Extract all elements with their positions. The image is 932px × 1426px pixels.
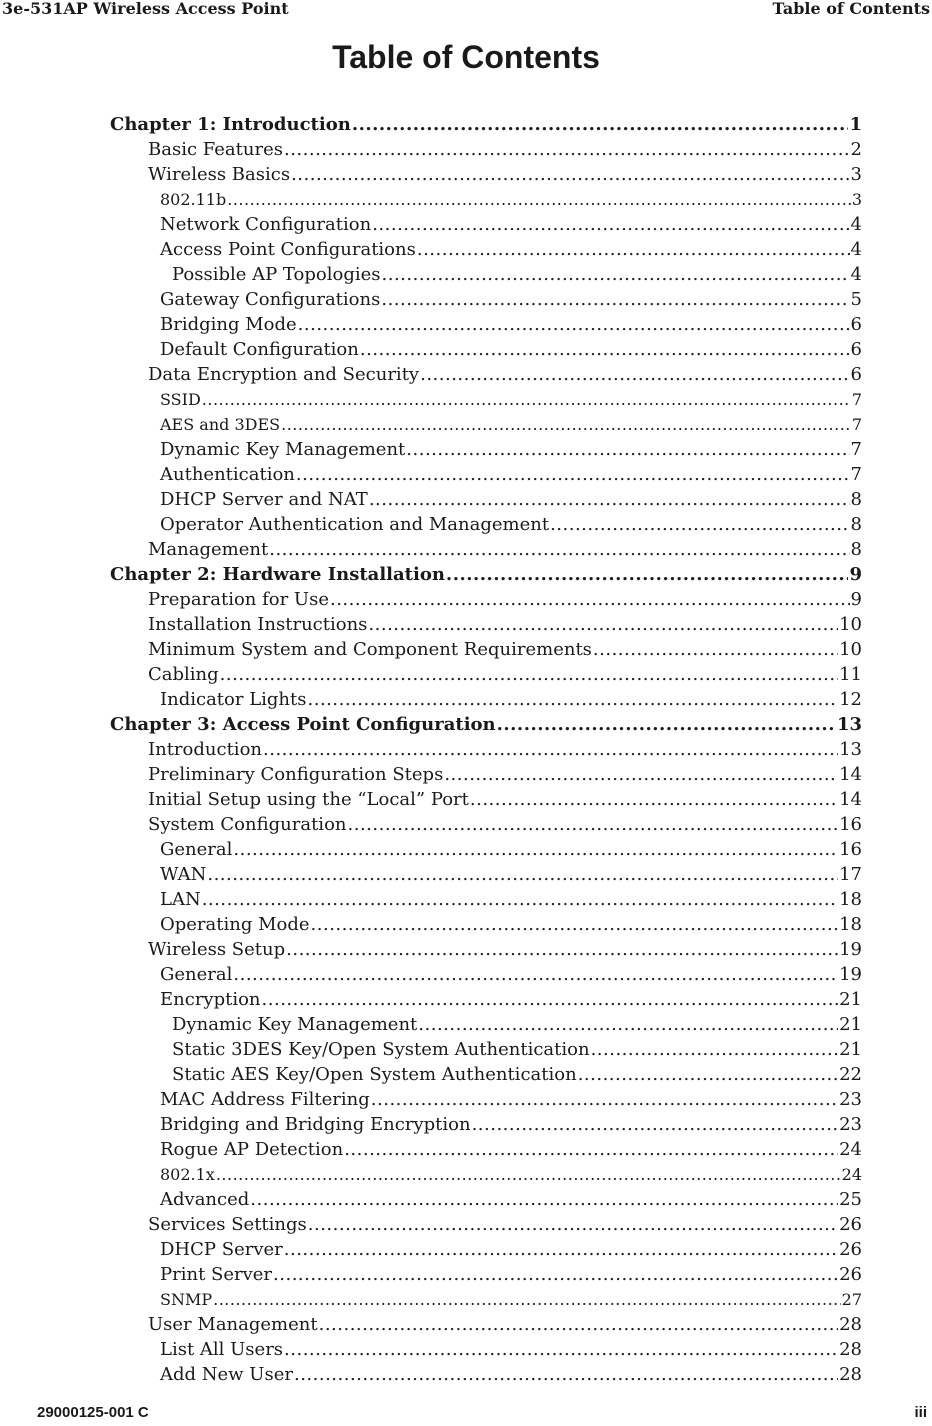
toc-entry-title: Network Configuration — [160, 214, 372, 235]
toc-entry[interactable] — [110, 687, 862, 712]
toc-entry-title: System Configuration — [148, 814, 347, 835]
toc-entry[interactable] — [110, 1262, 862, 1287]
toc-entry-title: Access Point Configurations — [160, 239, 416, 260]
toc-entry-page: 6 — [850, 364, 862, 385]
toc-entry-title: Advanced — [160, 1189, 250, 1210]
page-number: iii — [914, 1404, 927, 1421]
toc-entry-page: 7 — [851, 415, 862, 434]
toc-entry[interactable] — [110, 1012, 862, 1037]
toc-entry-page: 4 — [850, 264, 862, 285]
toc-entry-title: Add New User — [160, 1364, 293, 1385]
toc-entry-page: 21 — [839, 1014, 862, 1035]
toc-entry-page: 4 — [850, 239, 862, 260]
dot-leader — [284, 137, 850, 162]
toc-entry-title: Static AES Key/Open System Authentication — [172, 1064, 577, 1085]
toc-entry[interactable] — [110, 137, 862, 162]
toc-entry[interactable] — [110, 487, 862, 512]
toc-entry-title: Services Settings — [148, 1214, 307, 1235]
toc-entry[interactable] — [110, 237, 862, 262]
toc-entry[interactable] — [110, 437, 862, 462]
toc-entry-title: Encryption — [160, 989, 261, 1010]
toc-entry-page: 23 — [839, 1114, 862, 1135]
toc-entry-page: 7 — [851, 390, 862, 409]
dot-leader — [470, 787, 838, 812]
toc-entry-page: 21 — [839, 1039, 862, 1060]
toc-entry[interactable] — [110, 312, 862, 337]
toc-entry-page: 18 — [839, 914, 862, 935]
toc-entry-title: Operator Authentication and Management — [160, 514, 550, 535]
toc-entry[interactable] — [110, 1237, 862, 1262]
toc-entry-page: 18 — [839, 889, 862, 910]
toc-entry[interactable] — [110, 837, 862, 862]
toc-entry-page: 9 — [850, 589, 862, 610]
toc-entry-title: General — [160, 839, 233, 860]
dot-leader — [472, 1112, 839, 1137]
dot-leader — [406, 437, 849, 462]
dot-leader — [420, 362, 849, 387]
toc-entry-title: Wireless Setup — [148, 939, 286, 960]
dot-leader — [263, 737, 838, 762]
toc-entry-page: 10 — [839, 614, 862, 635]
dot-leader — [281, 412, 851, 437]
toc-entry-page: 3 — [851, 190, 862, 209]
toc-entry-page: 27 — [841, 1290, 862, 1309]
toc-entry-page: 24 — [841, 1165, 862, 1184]
dot-leader — [360, 337, 850, 362]
toc-entry-title: SSID — [160, 390, 201, 409]
toc-entry-page: 23 — [839, 1089, 862, 1110]
toc-entry[interactable] — [110, 537, 862, 562]
toc-entry-title: LAN — [160, 889, 201, 910]
dot-leader — [220, 662, 838, 687]
toc-entry-page: 9 — [849, 564, 862, 585]
toc-entry-title: MAC Address Filtering — [160, 1089, 370, 1110]
toc-entry[interactable] — [110, 962, 862, 987]
dot-leader — [330, 587, 850, 612]
toc-entry-page: 26 — [839, 1264, 862, 1285]
toc-entry-page: 10 — [839, 639, 862, 660]
toc-entry[interactable] — [110, 612, 862, 637]
toc-entry-title: Initial Setup using the “Local” Port — [148, 789, 469, 810]
toc-entry[interactable] — [110, 1287, 862, 1312]
toc-entry-page: 3 — [850, 164, 862, 185]
toc-entry-title: Print Server — [160, 1264, 273, 1285]
dot-leader — [311, 912, 839, 937]
toc-entry-page: 22 — [839, 1064, 862, 1085]
toc-entry[interactable] — [110, 937, 862, 962]
toc-entry-page: 5 — [850, 289, 862, 310]
toc-entry-title: Bridging and Bridging Encryption — [160, 1114, 471, 1135]
toc-entry-title: List All Users — [160, 1339, 284, 1360]
dot-leader — [296, 462, 850, 487]
toc-entry[interactable] — [110, 262, 862, 287]
dot-leader — [273, 1262, 838, 1287]
dot-leader — [250, 1187, 838, 1212]
toc-entry-page: 6 — [850, 339, 862, 360]
toc-entry-title: WAN — [160, 864, 207, 885]
toc-entry-page: 4 — [850, 214, 862, 235]
toc-entry-page: 7 — [850, 464, 862, 485]
document-number: 29000125-001 C — [37, 1404, 149, 1421]
dot-leader — [284, 1337, 838, 1362]
toc-entry[interactable] — [110, 912, 862, 937]
dot-leader — [446, 562, 849, 587]
toc-entry[interactable] — [110, 662, 862, 687]
toc-entry-title: DHCP Server and NAT — [160, 489, 368, 510]
toc-entry[interactable] — [110, 862, 862, 887]
dot-leader — [319, 1312, 839, 1337]
toc-entry-title: SNMP — [160, 1290, 213, 1309]
toc-entry[interactable] — [110, 1337, 862, 1362]
dot-leader — [372, 212, 849, 237]
toc-entry-page: 24 — [839, 1139, 862, 1160]
toc-entry-title: General — [160, 964, 233, 985]
dot-leader — [284, 1237, 838, 1262]
dot-leader — [550, 512, 849, 537]
toc-entry[interactable] — [110, 212, 862, 237]
dot-leader — [497, 712, 836, 737]
dot-leader — [233, 837, 838, 862]
dot-leader — [216, 1162, 841, 1187]
toc-entry-title: 802.11b — [160, 190, 227, 209]
dot-leader — [202, 387, 851, 412]
toc-entry[interactable] — [110, 1162, 862, 1187]
toc-entry-title: Dynamic Key Management — [172, 1014, 418, 1035]
dot-leader — [233, 962, 838, 987]
toc-chapter-entry[interactable] — [110, 562, 862, 587]
toc-entry[interactable] — [110, 1037, 862, 1062]
toc-entry-page: 19 — [839, 939, 862, 960]
toc-entry-title: Authentication — [160, 464, 295, 485]
toc-entry-title: DHCP Server — [160, 1239, 283, 1260]
dot-leader — [286, 937, 838, 962]
toc-entry-page: 1 — [849, 114, 862, 135]
dot-leader — [269, 537, 849, 562]
toc-entry-title: Default Configuration — [160, 339, 359, 360]
toc-entry-page: 14 — [839, 789, 862, 810]
dot-leader — [593, 637, 838, 662]
dot-leader — [308, 1212, 838, 1237]
dot-leader — [591, 1037, 839, 1062]
toc-entry-page: 17 — [839, 864, 862, 885]
toc-entry-page: 26 — [839, 1239, 862, 1260]
toc-entry-title: Management — [148, 539, 269, 560]
toc-entry[interactable] — [110, 512, 862, 537]
toc-entry[interactable] — [110, 1312, 862, 1337]
dot-leader — [227, 187, 851, 212]
running-header-left: 3e-531AP Wireless Access Point — [2, 0, 289, 18]
toc-entry[interactable] — [110, 462, 862, 487]
dot-leader — [444, 762, 838, 787]
toc-entry-title: AES and 3DES — [160, 415, 281, 434]
dot-leader — [381, 287, 849, 312]
toc-entry[interactable] — [110, 362, 862, 387]
toc-entry[interactable] — [110, 387, 862, 412]
dot-leader — [291, 162, 849, 187]
dot-leader — [382, 262, 850, 287]
toc-entry[interactable] — [110, 637, 862, 662]
toc-entry[interactable] — [110, 1212, 862, 1237]
toc-entry-title: Static 3DES Key/Open System Authentication — [172, 1039, 590, 1060]
dot-leader — [578, 1062, 838, 1087]
running-header-right: Table of Contents — [772, 0, 930, 18]
toc-entry-page: 19 — [839, 964, 862, 985]
toc-entry-page: 28 — [839, 1314, 862, 1335]
toc-entry[interactable] — [110, 187, 862, 212]
toc-entry[interactable] — [110, 287, 862, 312]
dot-leader — [369, 487, 850, 512]
toc-entry-title: Cabling — [148, 664, 219, 685]
dot-leader — [368, 612, 838, 637]
toc-entry-title: Gateway Configurations — [160, 289, 381, 310]
toc-entry-title: Chapter 1: Introduction — [110, 114, 351, 135]
toc-entry-title: Chapter 3: Access Point Configuration — [110, 714, 496, 735]
toc-entry[interactable] — [110, 762, 862, 787]
dot-leader — [348, 812, 839, 837]
toc-entry[interactable] — [110, 812, 862, 837]
toc-entry[interactable] — [110, 1087, 862, 1112]
toc-entry-page: 13 — [839, 739, 862, 760]
toc-chapter-entry[interactable] — [110, 112, 862, 137]
toc-entry-page: 26 — [839, 1214, 862, 1235]
toc-entry[interactable] — [110, 412, 862, 437]
toc-entry-title: Rogue AP Detection — [160, 1139, 344, 1160]
dot-leader — [298, 312, 850, 337]
toc-entry-page: 14 — [839, 764, 862, 785]
toc-entry[interactable] — [110, 787, 862, 812]
dot-leader — [344, 1137, 838, 1162]
toc-entry-title: Installation Instructions — [148, 614, 368, 635]
toc-entry-title: Wireless Basics — [148, 164, 291, 185]
dot-leader — [371, 1087, 838, 1112]
toc-entry-title: Operating Mode — [160, 914, 310, 935]
toc-entry-page: 12 — [839, 689, 862, 710]
toc-entry-title: Introduction — [148, 739, 262, 760]
dot-leader — [207, 862, 838, 887]
toc-entry-title: Preparation for Use — [148, 589, 329, 610]
toc-entry[interactable] — [110, 887, 862, 912]
toc-entry-page: 13 — [836, 714, 862, 735]
toc-entry-title: User Management — [148, 1314, 318, 1335]
toc-entry-page: 28 — [839, 1364, 862, 1385]
toc-entry-title: Bridging Mode — [160, 314, 297, 335]
toc-entry-title: Dynamic Key Management — [160, 439, 406, 460]
toc-entry-page: 8 — [850, 489, 862, 510]
toc-entry-page: 8 — [850, 514, 862, 535]
toc-entry-title: Possible AP Topologies — [172, 264, 381, 285]
toc-entry-page: 25 — [839, 1189, 862, 1210]
toc-entry[interactable] — [110, 1112, 862, 1137]
toc-entry[interactable] — [110, 337, 862, 362]
toc-entry[interactable] — [110, 1137, 862, 1162]
toc-entry-page: 16 — [839, 839, 862, 860]
toc-entry-page: 21 — [839, 989, 862, 1010]
dot-leader — [262, 987, 839, 1012]
toc-entry-page: 11 — [839, 664, 862, 685]
toc-entry-page: 28 — [839, 1339, 862, 1360]
toc-entry[interactable] — [110, 1362, 862, 1387]
toc-entry-title: Basic Features — [148, 139, 283, 160]
toc-entry-title: Chapter 2: Hardware Installation — [110, 564, 445, 585]
dot-leader — [213, 1287, 841, 1312]
toc-entry-title: Indicator Lights — [160, 689, 307, 710]
toc-entry-title: Data Encryption and Security — [148, 364, 420, 385]
toc-entry-page: 8 — [850, 539, 862, 560]
dot-leader — [308, 687, 839, 712]
dot-leader — [352, 112, 849, 137]
toc-entry-page: 2 — [850, 139, 862, 160]
toc-entry[interactable] — [110, 1062, 862, 1087]
table-of-contents — [110, 112, 862, 1387]
dot-leader — [417, 237, 850, 262]
toc-entry[interactable] — [110, 987, 862, 1012]
toc-entry-page: 6 — [850, 314, 862, 335]
dot-leader — [418, 1012, 838, 1037]
toc-entry-title: 802.1x — [160, 1165, 215, 1184]
dot-leader — [294, 1362, 838, 1387]
toc-entry[interactable] — [110, 162, 862, 187]
toc-entry-title: Preliminary Configuration Steps — [148, 764, 444, 785]
toc-chapter-entry[interactable] — [110, 712, 862, 737]
toc-entry-page: 16 — [839, 814, 862, 835]
toc-entry[interactable] — [110, 1187, 862, 1212]
dot-leader — [202, 887, 838, 912]
toc-entry-page: 7 — [850, 439, 862, 460]
toc-entry[interactable] — [110, 737, 862, 762]
page-title: Table of Contents — [332, 39, 600, 75]
toc-entry-title: Minimum System and Component Requirements — [148, 639, 592, 660]
toc-entry[interactable] — [110, 587, 862, 612]
